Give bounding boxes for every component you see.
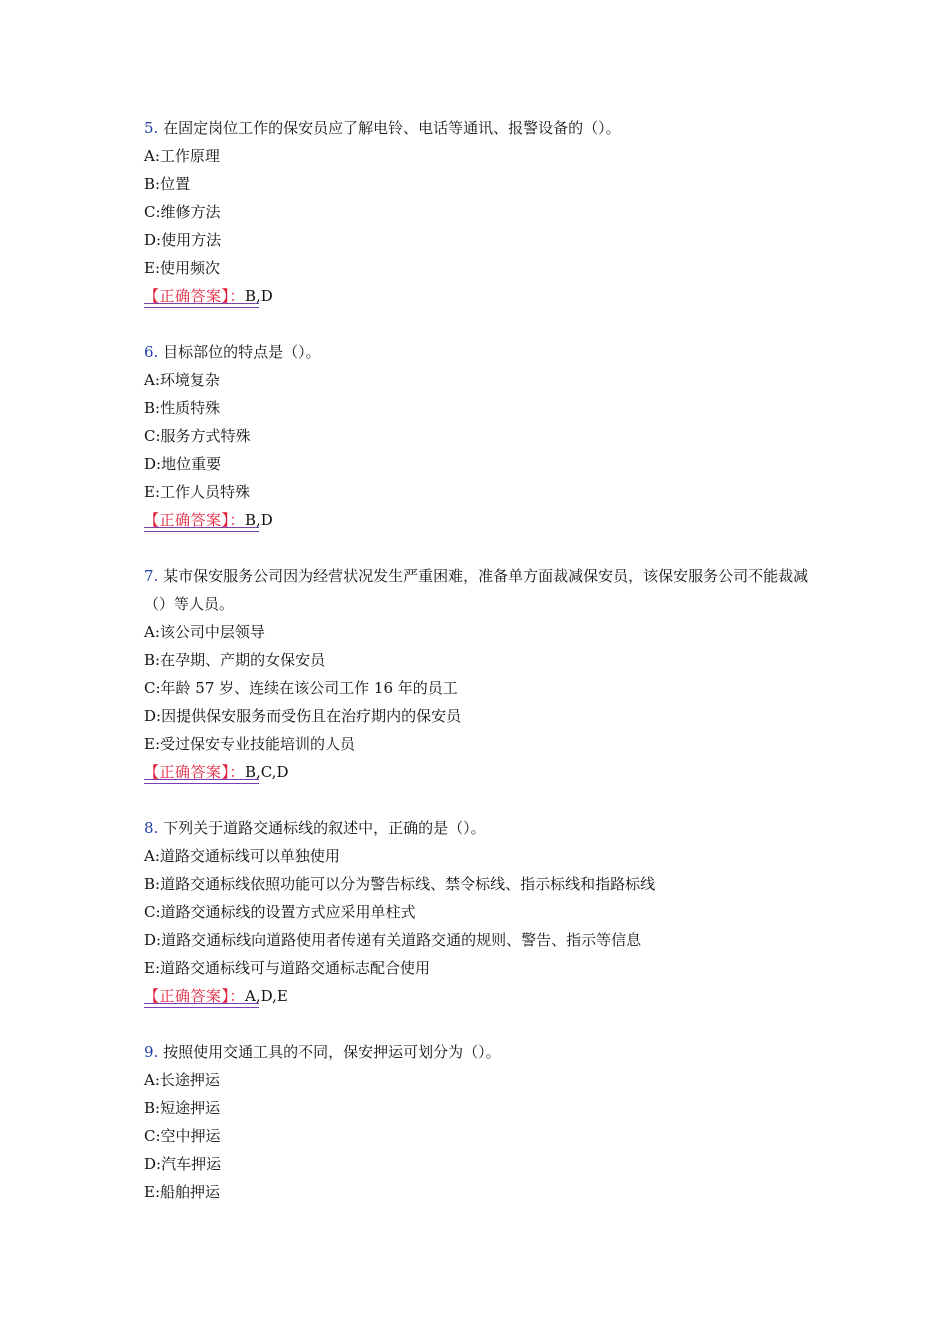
option-e: E:工作人员特殊	[144, 483, 251, 501]
option-a: A:长途押运	[144, 1071, 220, 1089]
option-e: E:受过保安专业技能培训的人员	[144, 735, 356, 753]
answer-value: B,C,D	[245, 763, 289, 781]
option-d: D:道路交通标线向道路使用者传递有关道路交通的规则、警告、指示等信息	[144, 931, 642, 949]
option-c: C:道路交通标线的设置方式应采用单柱式	[144, 903, 416, 921]
option-d: D:使用方法	[144, 231, 222, 249]
option-b: B:在孕期、产期的女保安员	[144, 651, 326, 669]
question-7	[144, 562, 824, 786]
option-a: A:环境复杂	[144, 371, 220, 389]
option-c: C:服务方式特殊	[144, 427, 251, 445]
question-stem	[144, 814, 824, 842]
option-d: D:汽车押运	[144, 1155, 222, 1173]
answer-value: B,D	[245, 287, 273, 305]
question-number: 6.	[144, 343, 159, 361]
question-9	[144, 1038, 824, 1206]
option-d: D:地位重要	[144, 455, 222, 473]
question-number: 9.	[144, 1043, 159, 1061]
question-8	[144, 814, 824, 1010]
answer-label: 【正确答案】：	[144, 763, 246, 781]
option-d: D:因提供保安服务而受伤且在治疗期内的保安员	[144, 707, 462, 725]
option-a: A:道路交通标线可以单独使用	[144, 847, 340, 865]
answer-label: 【正确答案】：	[144, 511, 246, 529]
question-number: 8.	[144, 819, 159, 837]
option-c: C:年龄 57 岁、连续在该公司工作 16 年的员工	[144, 679, 458, 697]
question-text: 下列关于道路交通标线的叙述中，正确的是（）。	[163, 819, 486, 837]
option-a: A:工作原理	[144, 147, 220, 165]
option-b: B:性质特殊	[144, 399, 221, 417]
option-c: C:空中押运	[144, 1127, 221, 1145]
answer-label: 【正确答案】：	[144, 987, 246, 1005]
question-number: 5.	[144, 119, 159, 137]
option-b: B:短途押运	[144, 1099, 221, 1117]
answer-value: B,D	[245, 511, 273, 529]
option-e: E:道路交通标线可与道路交通标志配合使用	[144, 959, 431, 977]
question-number: 7.	[144, 567, 159, 585]
option-c: C:维修方法	[144, 203, 221, 221]
question-6	[144, 338, 824, 534]
question-list	[144, 114, 824, 1234]
question-stem	[144, 562, 824, 618]
answer-label: 【正确答案】：	[144, 287, 246, 305]
option-a: A:该公司中层领导	[144, 623, 265, 641]
option-b: B:位置	[144, 175, 191, 193]
option-b: B:道路交通标线依照功能可以分为警告标线、禁令标线、指示标线和指路标线	[144, 875, 656, 893]
correct-answer	[144, 282, 273, 310]
correct-answer	[144, 506, 273, 534]
correct-answer	[144, 758, 289, 786]
question-stem	[144, 338, 824, 366]
answer-value: A,D,E	[245, 987, 288, 1005]
question-text: 目标部位的特点是（）。	[163, 343, 321, 361]
question-stem	[144, 114, 824, 142]
option-e: E:使用频次	[144, 259, 221, 277]
question-5	[144, 114, 824, 310]
question-text: 某市保安服务公司因为经营状况发生严重困难，准备单方面裁减保安员，该保安服务公司不能裁减（）等人员。	[144, 567, 809, 613]
correct-answer	[144, 982, 288, 1010]
question-stem	[144, 1038, 824, 1066]
option-e: E:船舶押运	[144, 1183, 221, 1201]
question-text: 在固定岗位工作的保安员应了解电铃、电话等通讯、报警设备的（）。	[163, 119, 621, 137]
question-text: 按照使用交通工具的不同，保安押运可划分为（）。	[163, 1043, 501, 1061]
